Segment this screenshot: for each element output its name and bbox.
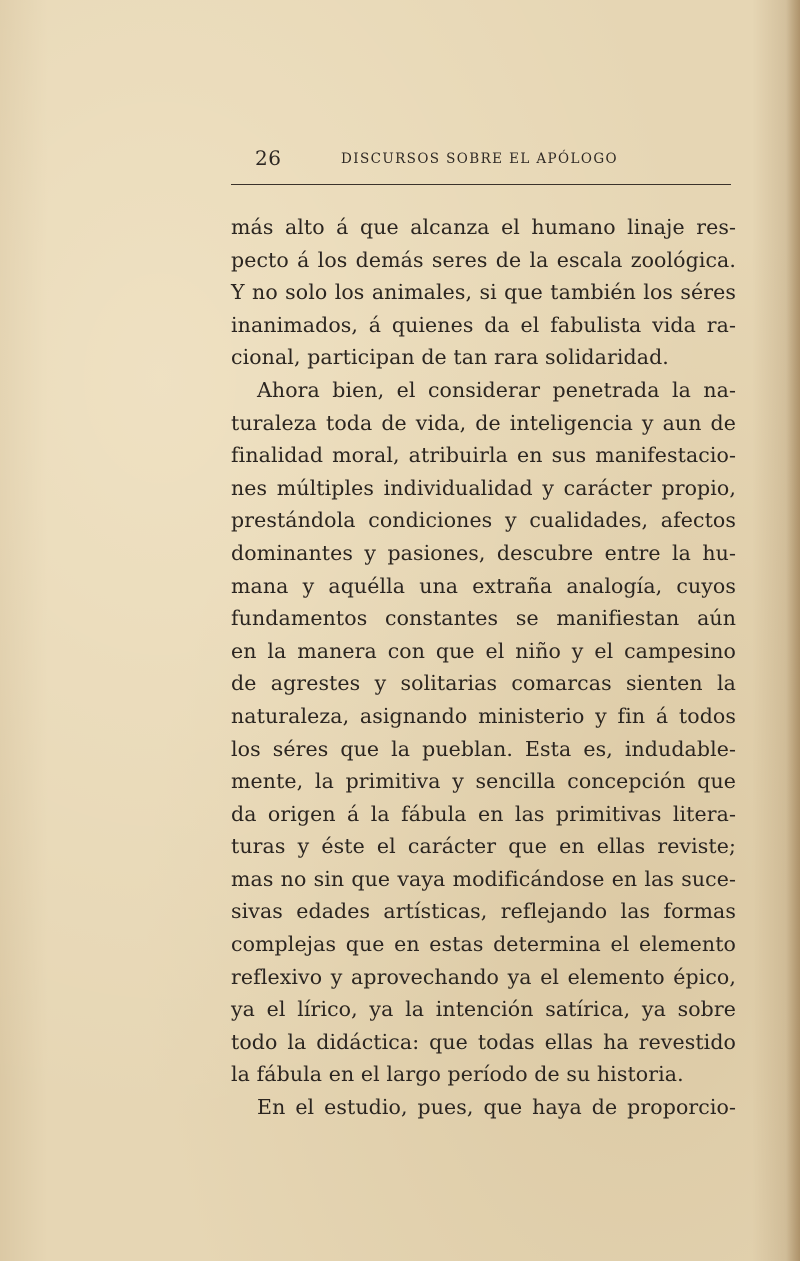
- page-number: 26: [255, 146, 282, 170]
- body-text: [231, 211, 736, 1124]
- text-line: mente, la primitiva y sencilla concepción que: [231, 769, 736, 794]
- text-line: prestándola condiciones y cualidades, afectos: [231, 508, 736, 533]
- text-line: Y no solo los animales, si que también los séres: [231, 280, 736, 305]
- text-line: mas no sin que vaya modificándose en las suce-: [231, 866, 736, 891]
- text-line: nes múltiples individualidad y carácter propio,: [231, 475, 736, 500]
- text-line: Ahora bien, el considerar penetrada la na-: [257, 377, 736, 402]
- text-line: En el estudio, pues, que haya de proporcio-: [257, 1095, 736, 1120]
- text-line: en la manera con que el niño y el campesino: [231, 638, 736, 663]
- text-line: ya el lírico, ya la intención satírica, ya sobre: [231, 997, 736, 1022]
- text-line: turas y éste el carácter que en ellas reviste;: [231, 834, 736, 859]
- text-line: cional, participan de tan rara solidaridad.: [231, 345, 669, 370]
- text-line: de agrestes y solitarias comarcas sienten la: [231, 671, 736, 696]
- text-line: los séres que la pueblan. Esta es, indudable-: [231, 736, 736, 761]
- page-header-title: DISCURSOS SOBRE EL APÓLOGO: [341, 151, 618, 167]
- running-head: [231, 146, 731, 172]
- text-line: reflexivo y aprovechando ya el elemento épico,: [231, 964, 736, 989]
- text-line: naturaleza, asignando ministerio y fin á todos: [231, 703, 736, 728]
- page-edge-shadow: [786, 0, 800, 1261]
- text-line: complejas que en estas determina el elemento: [231, 932, 736, 957]
- text-line: da origen á la fábula en las primitivas litera-: [231, 801, 736, 826]
- text-line: dominantes y pasiones, descubre entre la hu-: [231, 540, 736, 565]
- text-line: finalidad moral, atribuirla en sus manifestacio-: [231, 443, 736, 468]
- text-line: sivas edades artísticas, reflejando las formas: [231, 899, 736, 924]
- text-line: mana y aquélla una extraña analogía, cuyos: [231, 573, 736, 598]
- text-line: la fábula en el largo período de su historia.: [231, 1062, 684, 1087]
- text-line: pecto á los demás seres de la escala zoológica.: [231, 247, 736, 272]
- text-line: fundamentos constantes se manifiestan aún: [231, 606, 736, 631]
- text-line: todo la didáctica: que todas ellas ha revestido: [231, 1029, 736, 1054]
- header-rule: [231, 184, 731, 185]
- text-line: turaleza toda de vida, de inteligencia y aun de: [231, 410, 736, 435]
- text-line: más alto á que alcanza el humano linaje res-: [231, 215, 736, 239]
- text-line: inanimados, á quienes da el fabulista vida ra-: [231, 312, 736, 337]
